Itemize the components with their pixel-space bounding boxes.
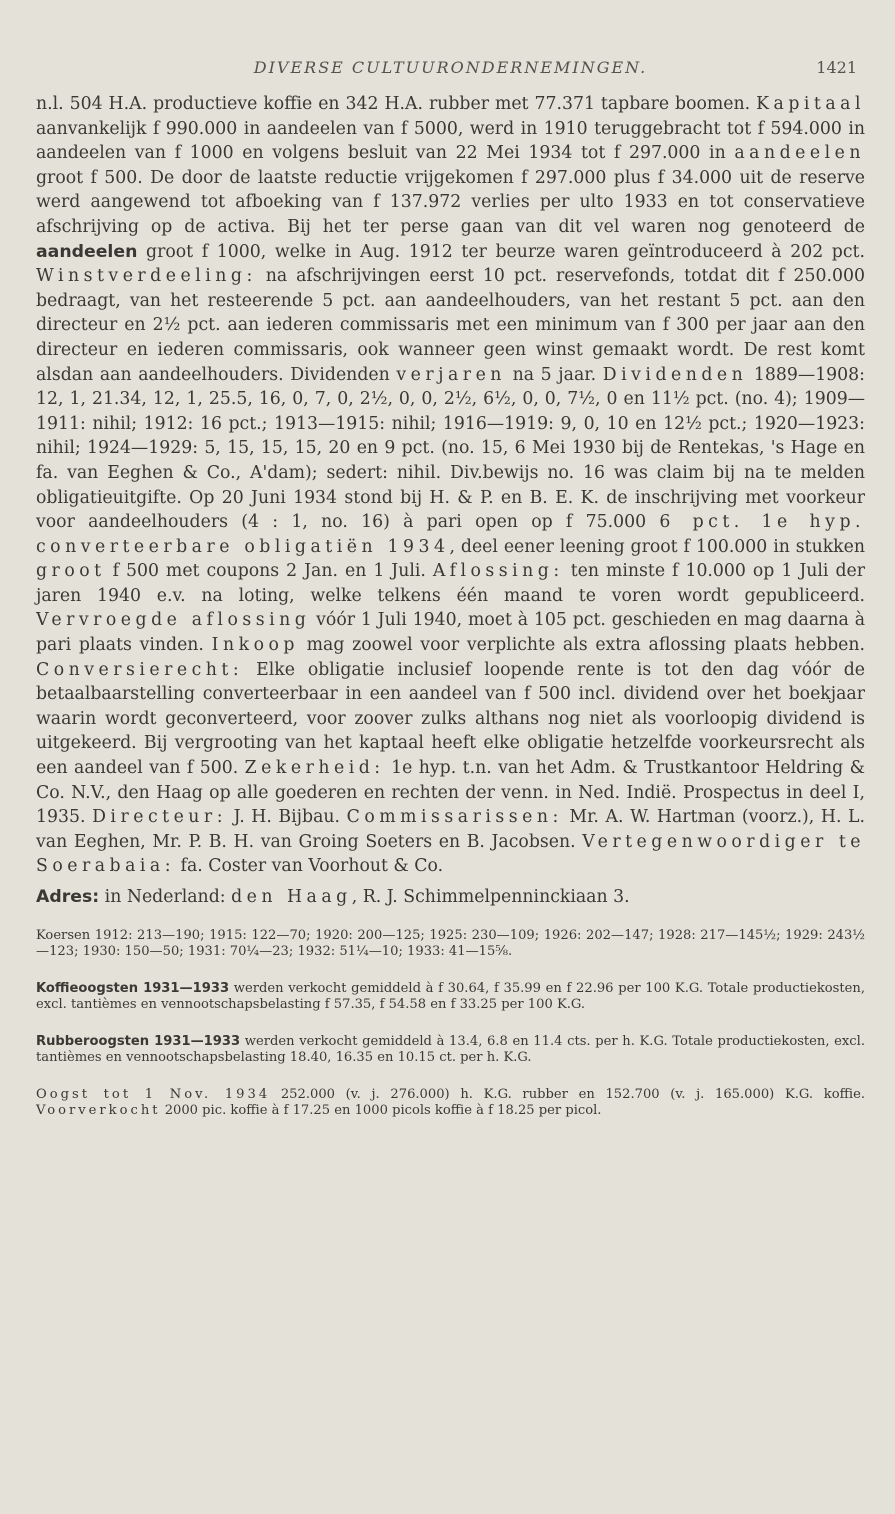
oogst-heading: Oogst tot 1 Nov. 1934 (36, 1086, 271, 1102)
address-paragraph: Adres: in Nederland: den Haag, R. J. Schimmelpenninckiaan 3. (36, 887, 630, 907)
koffieoogsten-paragraph: Koffieoogsten 1931—1933 werden verkocht gemiddeld à f 30.64, f 35.99 en f 22.96 per 100 K.G. Totale productiekosten, excl. tantièmes en vennootschapsbelasting f 57.35, f 54.58 en f 33.25 per 100 K.G. (36, 980, 865, 1013)
notes-section (36, 928, 865, 1120)
zekerheid-heading: Zekerheid: (244, 758, 385, 779)
vervroegde-aflossing-heading: Vervroegde aflossing (36, 610, 311, 631)
main-text (36, 92, 865, 910)
running-title: DIVERSE CULTUURONDERNEMINGEN. (253, 58, 648, 77)
page-number: 1421 (816, 58, 857, 77)
kapitaal-heading: Kapitaal (756, 94, 865, 114)
oogst-paragraph: Oogst tot 1 Nov. 1934 252.000 (v. j. 276.000) h. K.G. rubber en 152.700 (v. j. 165.000) K.G. koffie. Voorverkocht 2000 pic. koffie à f 17.25 en 1000 picols koffie à f 18.25 per picol. (36, 1086, 865, 1119)
rubberoogsten-heading: Rubberoogsten 1931—1933 (36, 1033, 241, 1049)
winstverdeeling-heading: Winstverdeeling: (36, 266, 257, 287)
voorverkocht-heading: Voorverkocht (36, 1103, 161, 1119)
company-description-paragraph: n.l. 504 H.A. productieve koffie en 342 H.A. rubber met 77.371 tapbare boomen. Kapitaal aanvankelijk f 990.000 in aandeelen van f 5000, werd in 1910 teruggebracht tot f 594.000 in aandeelen van f 1000 en volgens besluit van 22 Mei 1934 tot f 297.000 in aandeelen groot f 500. De door de laatste reductie vrijgekomen f 297.000 plus f 34.000 uit de reserve werd aangewend tot afboeking van f 137.972 verlies per ulto 1933 en tot conservatieve afschrijving op de activa. Bij het ter perse gaan van dit vel waren nog genoteerd de aandeelen groot f 1000, welke in Aug. 1912 ter beurze waren geïntroduceerd à 202 pct. Winstverdeeling: na afschrijvingen eerst 10 pct. reservefonds, totdat dit f 250.000 bedraagt, van het resteerende 5 pct. aan aandeelhouders, van het restant 5 pct. aan den directeur en 2½ pct. aan iederen commissaris met een minimum van f 300 per jaar aan den directeur en iederen commissaris, ook wanneer geen winst gemaakt wordt. De rest komt alsdan aan aandeelhouders. Dividenden verjaren na 5 jaar. Dividenden 1889—1908: 12, 1, 21.34, 12, 1, 25.5, 16, 0, 7, 0, 2½, 0, 0, 2½, 6½, 0, 0, 7½, 0 en 11½ pct. (no. 4); 1909—1911: nihil; 1912: 16 pct.; 1913—1915: nihil; 1916—1919: 9, 0, 10 en 12½ pct.; 1920—1923: nihil; 1924—1929: 5, 15, 15, 15, 20 en 9 pct. (no. 15, 6 Mei 1930 bij de Rentekas, 's Hage en fa. van Eeghen & Co., A'dam); sedert: nihil. Div.bewijs no. 16 was claim bij na te melden obligatieuitgifte. Op 20 Juni 1934 stond bij H. & P. en B. E. K. de inschrijving met voorkeur voor aandeelhouders (4 : 1, no. 16) à pari open op f 75.000 6 pct. 1e hyp. converteerbare obligatiën 1934, deel eener leening groot f 100.000 in stukken groot f 500 met coupons 2 Jan. en 1 Juli. Aflossing: ten minste f 10.000 op 1 Juli der jaren 1940 e.v. na loting, welke telkens één maand te voren wordt gepubliceerd. Vervroegde aflossing vóór 1 Juli 1940, moet à 105 pct. geschieden en mag daarna à pari plaats vinden. Inkoop mag zoowel voor verplichte als extra aflossing plaats hebben. Conversierecht: Elke obligatie inclusief loopende rente is tot den dag vóór de betaalbaarstelling converteerbaar in een aandeel van f 500 incl. dividend over het boekjaar waarin wordt geconverteerd, voor zoover zulks althans nog niet als voorloopig dividend is uitgekeerd. Bij vergrooting van het kaptaal heeft elke obligatie hetzelfde voorkeursrecht als een aandeel van f 500. Zekerheid: 1e hyp. t.n. van het Adm. & Trustkantoor Heldring & Co. N.V., den Haag op alle goederen en rechten der venn. in Ned. Indië. Prospectus in deel I, 1935. Directeur: J. H. Bijbau. Commissarissen: Mr. A. W. Hartman (voorz.), H. L. van Eeghen, Mr. P. B. H. van Groing Soeters en B. Jacobsen. Vertegenwoordiger te Soerabaia: fa. Coster van Voorhout & Co. (36, 94, 866, 877)
obligatie-heading: 6 pct. 1e hyp. converteerbare obligatiën 1934 (36, 512, 866, 557)
aflossing-heading: Aflossing: (432, 561, 564, 582)
page-header (36, 58, 865, 92)
commissarissen-heading: Commissarissen: (346, 807, 563, 828)
inkoop-heading: Inkoop (211, 635, 299, 656)
koffieoogsten-heading: Koffieoogsten 1931—1933 (36, 980, 230, 996)
koersen-paragraph: Koersen 1912: 213—190; 1915: 122—70; 1920: 200—125; 1925: 230—109; 1926: 202—147; 1928: 217—145½; 1929: 243½—123; 1930: 150—50; 1931: 70¼—23; 1932: 51¼—10; 1933: 41—15⅝. (36, 927, 865, 960)
directeur-heading: Directeur: (92, 807, 228, 828)
aandeelen-heading: aandeelen (36, 241, 138, 262)
vertegenwoordiger-heading: Vertegenwoordiger te Soerabaia: (36, 831, 865, 877)
dividenden-heading: Dividenden (602, 364, 748, 385)
adres-heading: Adres: (36, 887, 100, 907)
rubberoogsten-paragraph: Rubberoogsten 1931—1933 werden verkocht gemiddeld à 13.4, 6.8 en 11.4 cts. per h. K.G. Totale productiekosten, excl. tantièmes en vennootschapsbelasting 18.40, 16.35 en 10.15 ct. per h. K.G. (36, 1033, 865, 1066)
conversierecht-heading: Conversierecht: (36, 659, 244, 680)
